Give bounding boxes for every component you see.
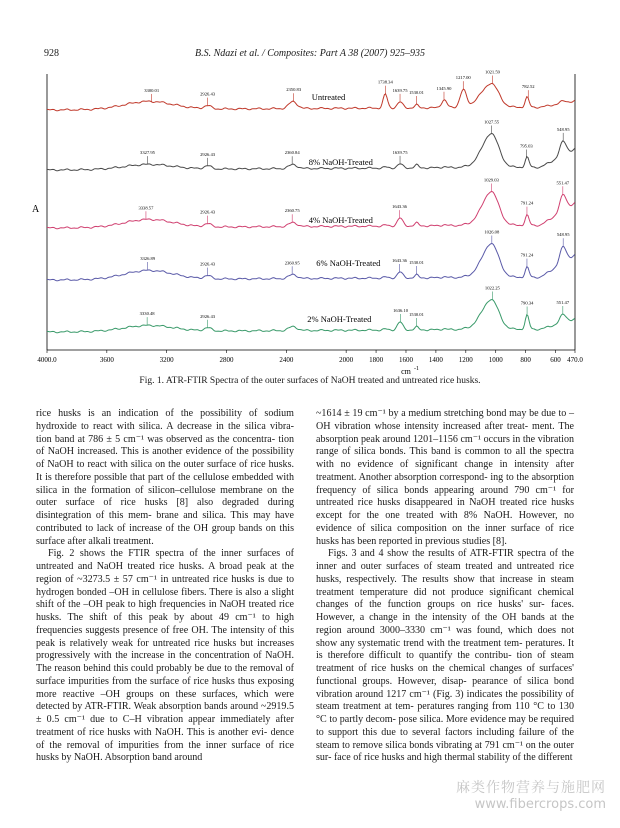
running-header: [44, 48, 576, 62]
text-line: at the region around 3000–3330 cm⁻¹ was found, which: [316, 612, 574, 636]
text-line: peratures ranging from 110 °C to 130 °C to partly decom-: [316, 701, 574, 725]
text-line: –OH groups on these surfaces, which were detected by: [36, 688, 294, 713]
text-line: tion band at 786 ± 5 cm⁻¹ was observed as the concentra-: [36, 433, 276, 445]
text-line: dence of the removal of impurities from the inner surface: [36, 726, 294, 751]
text-line: 49 cm⁻¹ to high frequencies suggests presence of free OH.: [36, 612, 294, 636]
text-line: untreated and NaOH treated rice husks. A broad peak at: [36, 561, 278, 572]
text-line: NaOH treated rice husks except for the one treated with: [316, 497, 574, 521]
text-line: faces. However, a change in the intensity of the OH bands: [316, 599, 574, 623]
peak-label: 1021.59: [485, 69, 500, 75]
text-line: the cellulose embedded with silica in the formation of: [36, 471, 295, 496]
peak-label: 2360.95: [284, 260, 300, 266]
x-tick-label: 1200: [458, 356, 473, 364]
text-line: ATR-FTIR. Weak absorption bands around ~2919.5 ±: [36, 701, 294, 725]
text-line: remove silica bonds vibrating at 791 cm⁻¹ on the outer sur-: [316, 739, 575, 764]
peak-label: 3326.89: [140, 256, 156, 262]
text-line: surface of rice husks. It is therefore possible that part of: [36, 459, 295, 483]
peak-label: 3330.48: [139, 311, 155, 317]
text-line: increase of the OH group bands on this surface after alkali: [36, 522, 294, 547]
text-line: probably be due to the removal of surface impurities: [36, 663, 294, 687]
text-line: ing to the absorption frequency of silica bonds appearing: [316, 471, 574, 496]
text-line: silicon–cellulose membrane on the outer surface of rice: [36, 484, 294, 509]
paragraph: [316, 548, 574, 765]
peak-label: 795.03: [520, 143, 533, 149]
peak-label: 1026.08: [484, 229, 500, 235]
text-line: due to several factors including failure of the steam to: [316, 726, 575, 751]
peak-label: 1027.55: [484, 119, 500, 125]
text-line: treatment.: [113, 535, 154, 547]
text-line: 8% NaOH. However, no evidence of silica composition: [316, 510, 575, 534]
peak-label: 548.95: [556, 126, 570, 132]
peak-label: 1738.34: [377, 79, 393, 85]
peak-label: 2350.83: [286, 87, 302, 93]
peak-label: 791.24: [520, 252, 534, 258]
peak-label: 2360.75: [284, 208, 300, 214]
body-column-right: [316, 408, 574, 765]
text-line: rice husks is an indication of the possibility of sodium: [36, 408, 294, 419]
peak-label: 2360.84: [284, 150, 300, 156]
text-line: ment. The absorption peak around 1201–1156 cm⁻¹ occurs: [316, 420, 574, 445]
text-line: rice husks but increases progressively with the increase in: [36, 637, 295, 662]
peak-label: 1217.00: [455, 75, 471, 81]
x-tick-label: 2400: [279, 356, 294, 364]
text-line: peratures. It is therefore difficult to quantify the contribu-: [316, 637, 574, 662]
x-tick-label: 1000: [488, 356, 503, 364]
x-axis-unit-sup: -1: [413, 366, 419, 372]
page-number: 928: [44, 48, 59, 59]
peak-label: 1636.10: [393, 307, 409, 313]
x-tick-label: 3600: [99, 356, 114, 364]
peak-label: 551.47: [556, 180, 570, 186]
watermark-url: www.fibercrops.com: [474, 797, 606, 812]
peak-label: 782.52: [521, 84, 535, 90]
text-line: hydroxide to react with silica. A decrease in the silica vibra-: [36, 420, 294, 432]
series-label: Untreated: [311, 92, 346, 102]
text-line: pose silica. More evidence may be required to support this: [316, 714, 574, 738]
text-line: intensity after treatment. Another absorption correspond-: [316, 459, 574, 483]
text-line: is due to hydrogen bonded –OH in cellulose fibers. There: [36, 573, 295, 598]
text-line: the concentration of NaOH. The reason behind this could: [36, 650, 295, 674]
peak-label: 548.95: [556, 232, 570, 238]
x-tick-label: 1800: [369, 356, 384, 364]
series-label: 6% NaOH-Treated: [316, 258, 381, 268]
peak-label: 3338.57: [138, 205, 154, 211]
ftir-figure: [30, 69, 595, 376]
series-label: 8% NaOH-Treated: [308, 157, 373, 167]
text-line: changes of surfaces' functional groups. However, disap-: [316, 663, 574, 687]
figure-caption-text: ATR-FTIR Spectra of the outer surfaces of NaOH treated and untreated rice husks.: [165, 376, 481, 386]
text-line: is also a slight shift of the –OH peak to high frequencies: [36, 586, 294, 611]
text-line: rice husks, respectively. The results show that increase in: [316, 561, 574, 585]
watermark-text: 麻类作物营养与施肥网: [456, 780, 606, 796]
text-line: ~1614 ± 19 cm⁻¹ by a medium stretching bond may: [316, 408, 527, 419]
text-line: brane and silica. This may have contributed to lack of: [36, 510, 294, 534]
peak-label: 2926.43: [200, 151, 216, 157]
peak-label: 1639.75: [392, 87, 408, 93]
text-line: 0.5 cm⁻¹ due to C–H vibration appear immediately after: [46, 714, 294, 725]
text-line: in the vibration range of silica bonds. This band is common: [316, 433, 574, 458]
x-tick-label: 1400: [428, 356, 443, 364]
series-line: [47, 244, 575, 281]
text-line: the inner and outer surfaces of steam treated and untreated: [316, 548, 574, 572]
text-line: on the inner surface of rice husks has been reported in: [316, 522, 575, 547]
peak-label: 1022.25: [484, 285, 500, 291]
text-line: possibility of NaOH to react with silica on the outer: [36, 446, 294, 470]
x-tick-label: 3200: [159, 356, 174, 364]
peak-label: 1639.75: [392, 149, 408, 155]
peak-label: 1345.90: [436, 85, 452, 91]
peak-label: 3327.95: [140, 150, 155, 156]
figure-caption-label: Fig. 1.: [139, 376, 164, 386]
peak-label: 2926.43: [200, 209, 216, 215]
text-line: previous studies [8].: [425, 535, 507, 547]
text-line: (Fig. 3) indicates the possibility of steam treatment at tem-: [316, 688, 574, 713]
text-line: Figs. 3 and 4 show the results of ATR-FTIR spectra of: [328, 548, 558, 560]
ftir-spectra-chart: [30, 69, 595, 376]
peak-label: 2926.43: [200, 261, 216, 267]
x-tick-label: 600: [550, 356, 561, 364]
body-column-left: [36, 408, 294, 765]
x-tick-label: 470.0: [567, 356, 583, 364]
text-line: the region of ~3273.5 ± 57 cm⁻¹ in untreated rice husks: [36, 561, 294, 585]
text-line: of rice husks by NaOH. Absorption band around: [36, 739, 295, 764]
series-label: 4% NaOH-Treated: [308, 215, 373, 225]
text-line: face of rice husks and high thermal stability of the different: [333, 752, 573, 764]
text-line: Fig. 2 shows the FTIR spectra of the inner surfaces of: [48, 548, 294, 560]
watermark: [456, 777, 606, 812]
y-axis-label: A: [32, 204, 40, 215]
peak-label: 1530.01: [408, 260, 424, 266]
text-line: tion of NaOH increased. This is another evidence of the: [36, 433, 294, 458]
peak-label: 1530.01: [408, 90, 424, 96]
text-line: in NaOH treated rice husks. The shift of this peak by about: [36, 599, 294, 623]
peak-label: 791.24: [520, 200, 534, 206]
peak-label: 1029.03: [483, 177, 499, 183]
figure-caption: [44, 376, 576, 386]
peak-label: 790.34: [520, 300, 534, 306]
peak-label: 2926.43: [200, 91, 216, 97]
series-label: 2% NaOH-Treated: [307, 314, 372, 324]
text-line: around 790 cm⁻¹ for untreated rice husks disappeared in: [316, 484, 574, 509]
text-line: steam treatment temperature did not produce significant: [316, 573, 574, 598]
x-tick-label: 2000: [339, 356, 354, 364]
text-line: husks [8] also degraded during disintegration of this mem-: [36, 497, 295, 521]
x-tick-label: 1600: [398, 356, 413, 364]
peak-label: 1530.01: [408, 312, 424, 318]
peak-label: 1643.36: [392, 258, 407, 264]
text-line: from the surface of rice husks thus exposing more reactive: [36, 675, 294, 700]
peak-label: 2926.43: [200, 313, 216, 319]
journal-reference: B.S. Ndazi et al. / Composites: Part A 38 (2007) 925–935: [195, 48, 425, 59]
text-line: chemical changes of the function groups on rice husks' sur-: [316, 586, 574, 611]
text-line: to all the spectra with no evidence of significant change in: [316, 446, 574, 470]
text-line: does not show any systematic trend with the treatment tem-: [316, 624, 574, 649]
text-line: be due to –OH vibration whose intensity increased after treat-: [316, 408, 574, 432]
peak-label: 3300.01: [144, 87, 160, 93]
text-line: treatment of rice husks with NaOH. This is another evi-: [36, 726, 268, 738]
x-tick-label: 800: [520, 356, 531, 364]
peak-label: 551.47: [556, 300, 570, 306]
x-axis-unit: cm: [401, 367, 411, 376]
text-line: tion of steam treatment of rice husks on the chemical: [316, 650, 574, 674]
paragraph: [36, 548, 294, 765]
text-line: pearance of silica bond vibration around 1217 cm⁻¹: [316, 675, 575, 700]
peak-label: 1643.36: [392, 204, 407, 210]
text-line: The intensity of this peak is relatively weak for untreated: [36, 624, 294, 649]
paragraph: [316, 408, 574, 548]
x-tick-label: 2800: [219, 356, 234, 364]
paragraph: [36, 408, 294, 548]
x-tick-label: 4000.0: [37, 356, 57, 364]
